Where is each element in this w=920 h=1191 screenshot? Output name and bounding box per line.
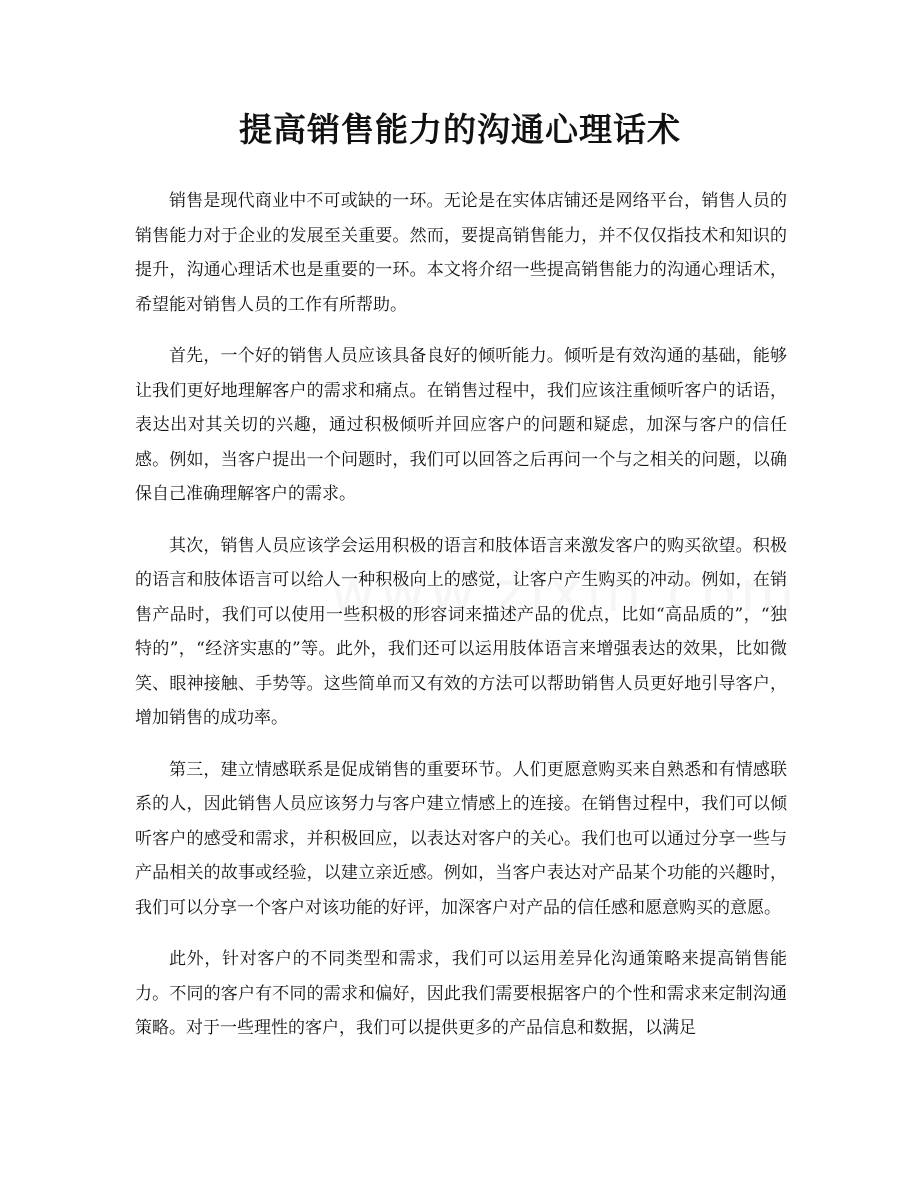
paragraph-3: 其次，销售人员应该学会运用积极的语言和肢体语言来激发客户的购买欲望。积极的语言和肢体语言可以给人一种积极向上的感觉，让客户产生购买的冲动。例如，在销售产品时，我们可以使用一些积极的形容词来描述产品的优点，比如“高品质的”，“独特的”，“经济实惠的”等。此外，我们还可以运用肢体语言来增强表达的效果，比如微笑、眼神接触、手势等。这些简单而又有效的方法可以帮助销售人员更好地引导客户，增加销售的成功率。 bbox=[135, 535, 787, 728]
document-body bbox=[135, 184, 787, 1063]
paragraph-1: 销售是现代商业中不可或缺的一环。无论是在实体店铺还是网络平台，销售人员的销售能力对于企业的发展至关重要。然而，要提高销售能力，并不仅仅指技术和知识的提升，沟通心理话术也是重要的一环。本文将介绍一些提高销售能力的沟通心理话术，希望能对销售人员的工作有所帮助。 bbox=[135, 191, 787, 315]
paragraph-4: 第三，建立情感联系是促成销售的重要环节。人们更愿意购买来自熟悉和有情感联系的人，因此销售人员应该努力与客户建立情感上的连接。在销售过程中，我们可以倾听客户的感受和需求，并积极回应，以表达对客户的关心。我们也可以通过分享一些与产品相关的故事或经验，以建立亲近感。例如，当客户表达对产品某个功能的兴趣时，我们可以分享一个客户对该功能的好评，加深客户对产品的信任感和愿意购买的意愿。 bbox=[135, 759, 787, 918]
paragraph-5: 此外，针对客户的不同类型和需求，我们可以运用差异化沟通策略来提高销售能力。不同的客户有不同的需求和偏好，因此我们需要根据客户的个性和需求来定制沟通策略。对于一些理性的客户，我们可以提供更多的产品信息和数据，以满足 bbox=[135, 949, 787, 1038]
page-title: 提高销售能力的沟通心理话术 bbox=[239, 110, 681, 149]
paragraph-2: 首先，一个好的销售人员应该具备良好的倾听能力。倾听是有效沟通的基础，能够让我们更好地理解客户的需求和痛点。在销售过程中，我们应该注重倾听客户的话语，表达出对其关切的兴趣，通过积极倾听并回应客户的问题和疑虑，加深与客户的信任感。例如，当客户提出一个问题时，我们可以回答之后再问一个与之相关的问题，以确保自己准确理解客户的需求。 bbox=[135, 346, 787, 504]
